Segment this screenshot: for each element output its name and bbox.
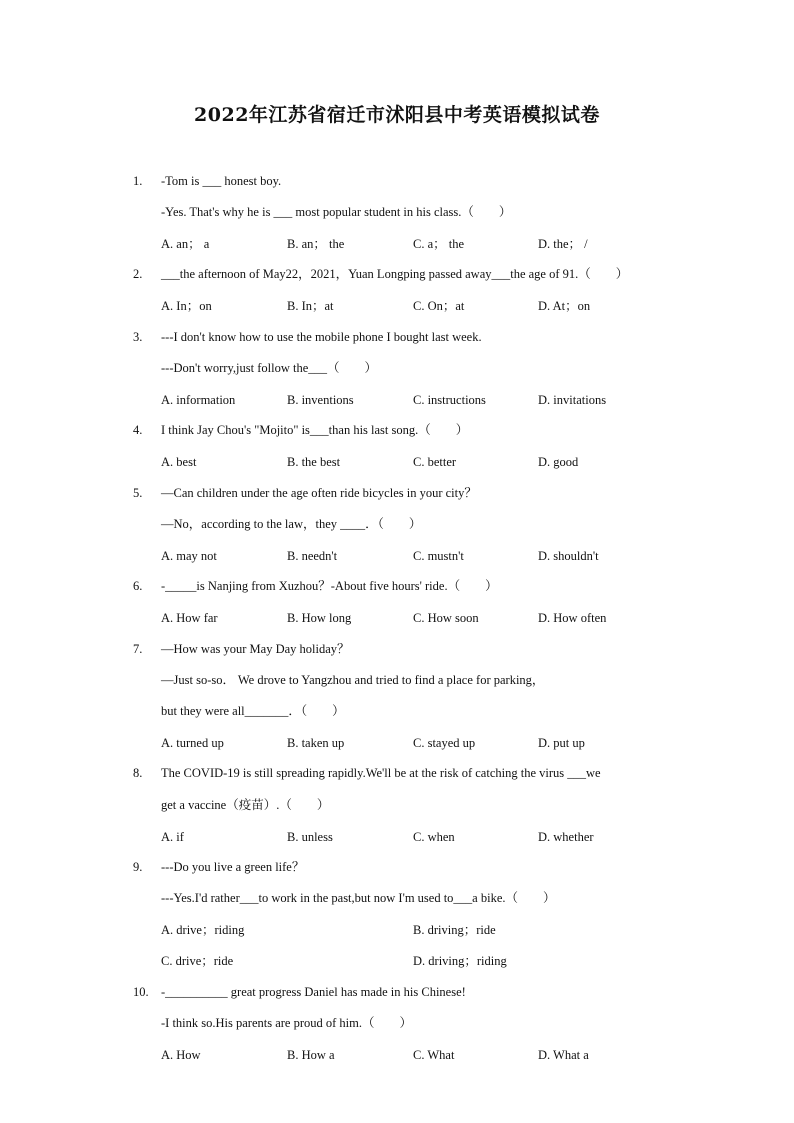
option-c[interactable]: C. What bbox=[413, 1048, 455, 1062]
question-number: 5. bbox=[133, 486, 143, 500]
question-number: 6. bbox=[133, 579, 143, 593]
option-c[interactable]: C. How soon bbox=[413, 611, 479, 625]
question-stem-line: ---Yes.I'd rather___to work in the past,but now I'm used to___a bike.（ ） bbox=[161, 891, 556, 905]
question-number: 4. bbox=[133, 423, 143, 437]
option-a[interactable]: A. best bbox=[161, 455, 197, 469]
option-d[interactable]: D. good bbox=[538, 455, 579, 469]
option-a[interactable]: A. How bbox=[161, 1048, 201, 1062]
page-title: 2022年江苏省宿迁市沭阳县中考英语模拟试卷 bbox=[194, 104, 600, 126]
question-stem-line: -__________ great progress Daniel has made in his Chinese! bbox=[161, 985, 466, 999]
option-a[interactable]: A. an； a bbox=[161, 237, 210, 251]
question-number: 8. bbox=[133, 766, 143, 780]
question-stem-line: get a vaccine（疫苗）.（ ） bbox=[161, 798, 330, 812]
option-c[interactable]: C. when bbox=[413, 830, 455, 844]
option-d[interactable]: D. the； / bbox=[538, 237, 588, 251]
question-stem-line: —No，according to the law，they ____．（ ） bbox=[161, 517, 422, 531]
option-c[interactable]: C. drive；ride bbox=[161, 954, 234, 968]
question-stem-line: -I think so.His parents are proud of him.（ ） bbox=[161, 1016, 413, 1030]
option-a[interactable]: A. information bbox=[161, 393, 236, 407]
option-a[interactable]: A. drive；riding bbox=[161, 923, 245, 937]
question-stem-line: ---Don't worry,just follow the___（ ） bbox=[161, 361, 377, 375]
question-stem-line: —How was your May Day holiday？ bbox=[161, 642, 350, 656]
option-d[interactable]: D. put up bbox=[538, 736, 585, 750]
option-a[interactable]: A. if bbox=[161, 830, 184, 844]
option-b[interactable]: B. In；at bbox=[287, 299, 334, 313]
option-c[interactable]: C. On；at bbox=[413, 299, 465, 313]
option-d[interactable]: D. shouldn't bbox=[538, 549, 599, 563]
option-b[interactable]: B. needn't bbox=[287, 549, 338, 563]
question-stem-line: I think Jay Chou's "Mojito" is___than his last song.（ ） bbox=[161, 423, 469, 437]
question-number: 1. bbox=[133, 174, 143, 188]
question-stem-line: The COVID-19 is still spreading rapidly.We'll be at the risk of catching the virus ___we bbox=[161, 766, 601, 780]
option-b[interactable]: B. How long bbox=[287, 611, 352, 625]
option-a[interactable]: A. How far bbox=[161, 611, 218, 625]
option-b[interactable]: B. taken up bbox=[287, 736, 345, 750]
option-c[interactable]: C. better bbox=[413, 455, 457, 469]
option-b[interactable]: B. inventions bbox=[287, 393, 354, 407]
option-b[interactable]: B. an； the bbox=[287, 237, 345, 251]
question-number: 10. bbox=[133, 985, 149, 999]
option-b[interactable]: B. the best bbox=[287, 455, 341, 469]
option-d[interactable]: D. driving；riding bbox=[413, 954, 507, 968]
question-number: 3. bbox=[133, 330, 143, 344]
question-number: 9. bbox=[133, 860, 143, 874]
option-d[interactable]: D. How often bbox=[538, 611, 607, 625]
question-stem-line: -Yes. That's why he is ___ most popular student in his class.（ ） bbox=[161, 205, 512, 219]
question-stem-line: ---Do you live a green life？ bbox=[161, 860, 305, 874]
option-b[interactable]: B. driving；ride bbox=[413, 923, 496, 937]
question-stem-line: —Just so-so． We drove to Yangzhou and tried to find a place for parking， bbox=[161, 673, 545, 687]
option-a[interactable]: A. In；on bbox=[161, 299, 212, 313]
option-a[interactable]: A. turned up bbox=[161, 736, 224, 750]
option-d[interactable]: D. whether bbox=[538, 830, 594, 844]
option-d[interactable]: D. invitations bbox=[538, 393, 607, 407]
option-b[interactable]: B. How a bbox=[287, 1048, 335, 1062]
option-c[interactable]: C. mustn't bbox=[413, 549, 464, 563]
question-number: 2. bbox=[133, 267, 143, 281]
question-number: 7. bbox=[133, 642, 143, 656]
question-stem-line: -_____is Nanjing from Xuzhou？-About five hours' ride.（ ） bbox=[161, 579, 498, 593]
question-stem-line: ___the afternoon of May22，2021，Yuan Longping passed away___the age of 91.（ ） bbox=[161, 267, 629, 281]
question-stem-line: ---I don't know how to use the mobile phone I bought last week. bbox=[161, 330, 482, 344]
option-b[interactable]: B. unless bbox=[287, 830, 333, 844]
option-d[interactable]: D. At；on bbox=[538, 299, 591, 313]
option-c[interactable]: C. stayed up bbox=[413, 736, 476, 750]
option-c[interactable]: C. a； the bbox=[413, 237, 465, 251]
question-stem-line: —Can children under the age often ride bicycles in your city？ bbox=[161, 486, 477, 500]
question-stem-line: but they were all_______．（ ） bbox=[161, 704, 345, 718]
option-d[interactable]: D. What a bbox=[538, 1048, 589, 1062]
question-stem-line: -Tom is ___ honest boy. bbox=[161, 174, 282, 188]
option-a[interactable]: A. may not bbox=[161, 549, 217, 563]
option-c[interactable]: C. instructions bbox=[413, 393, 486, 407]
